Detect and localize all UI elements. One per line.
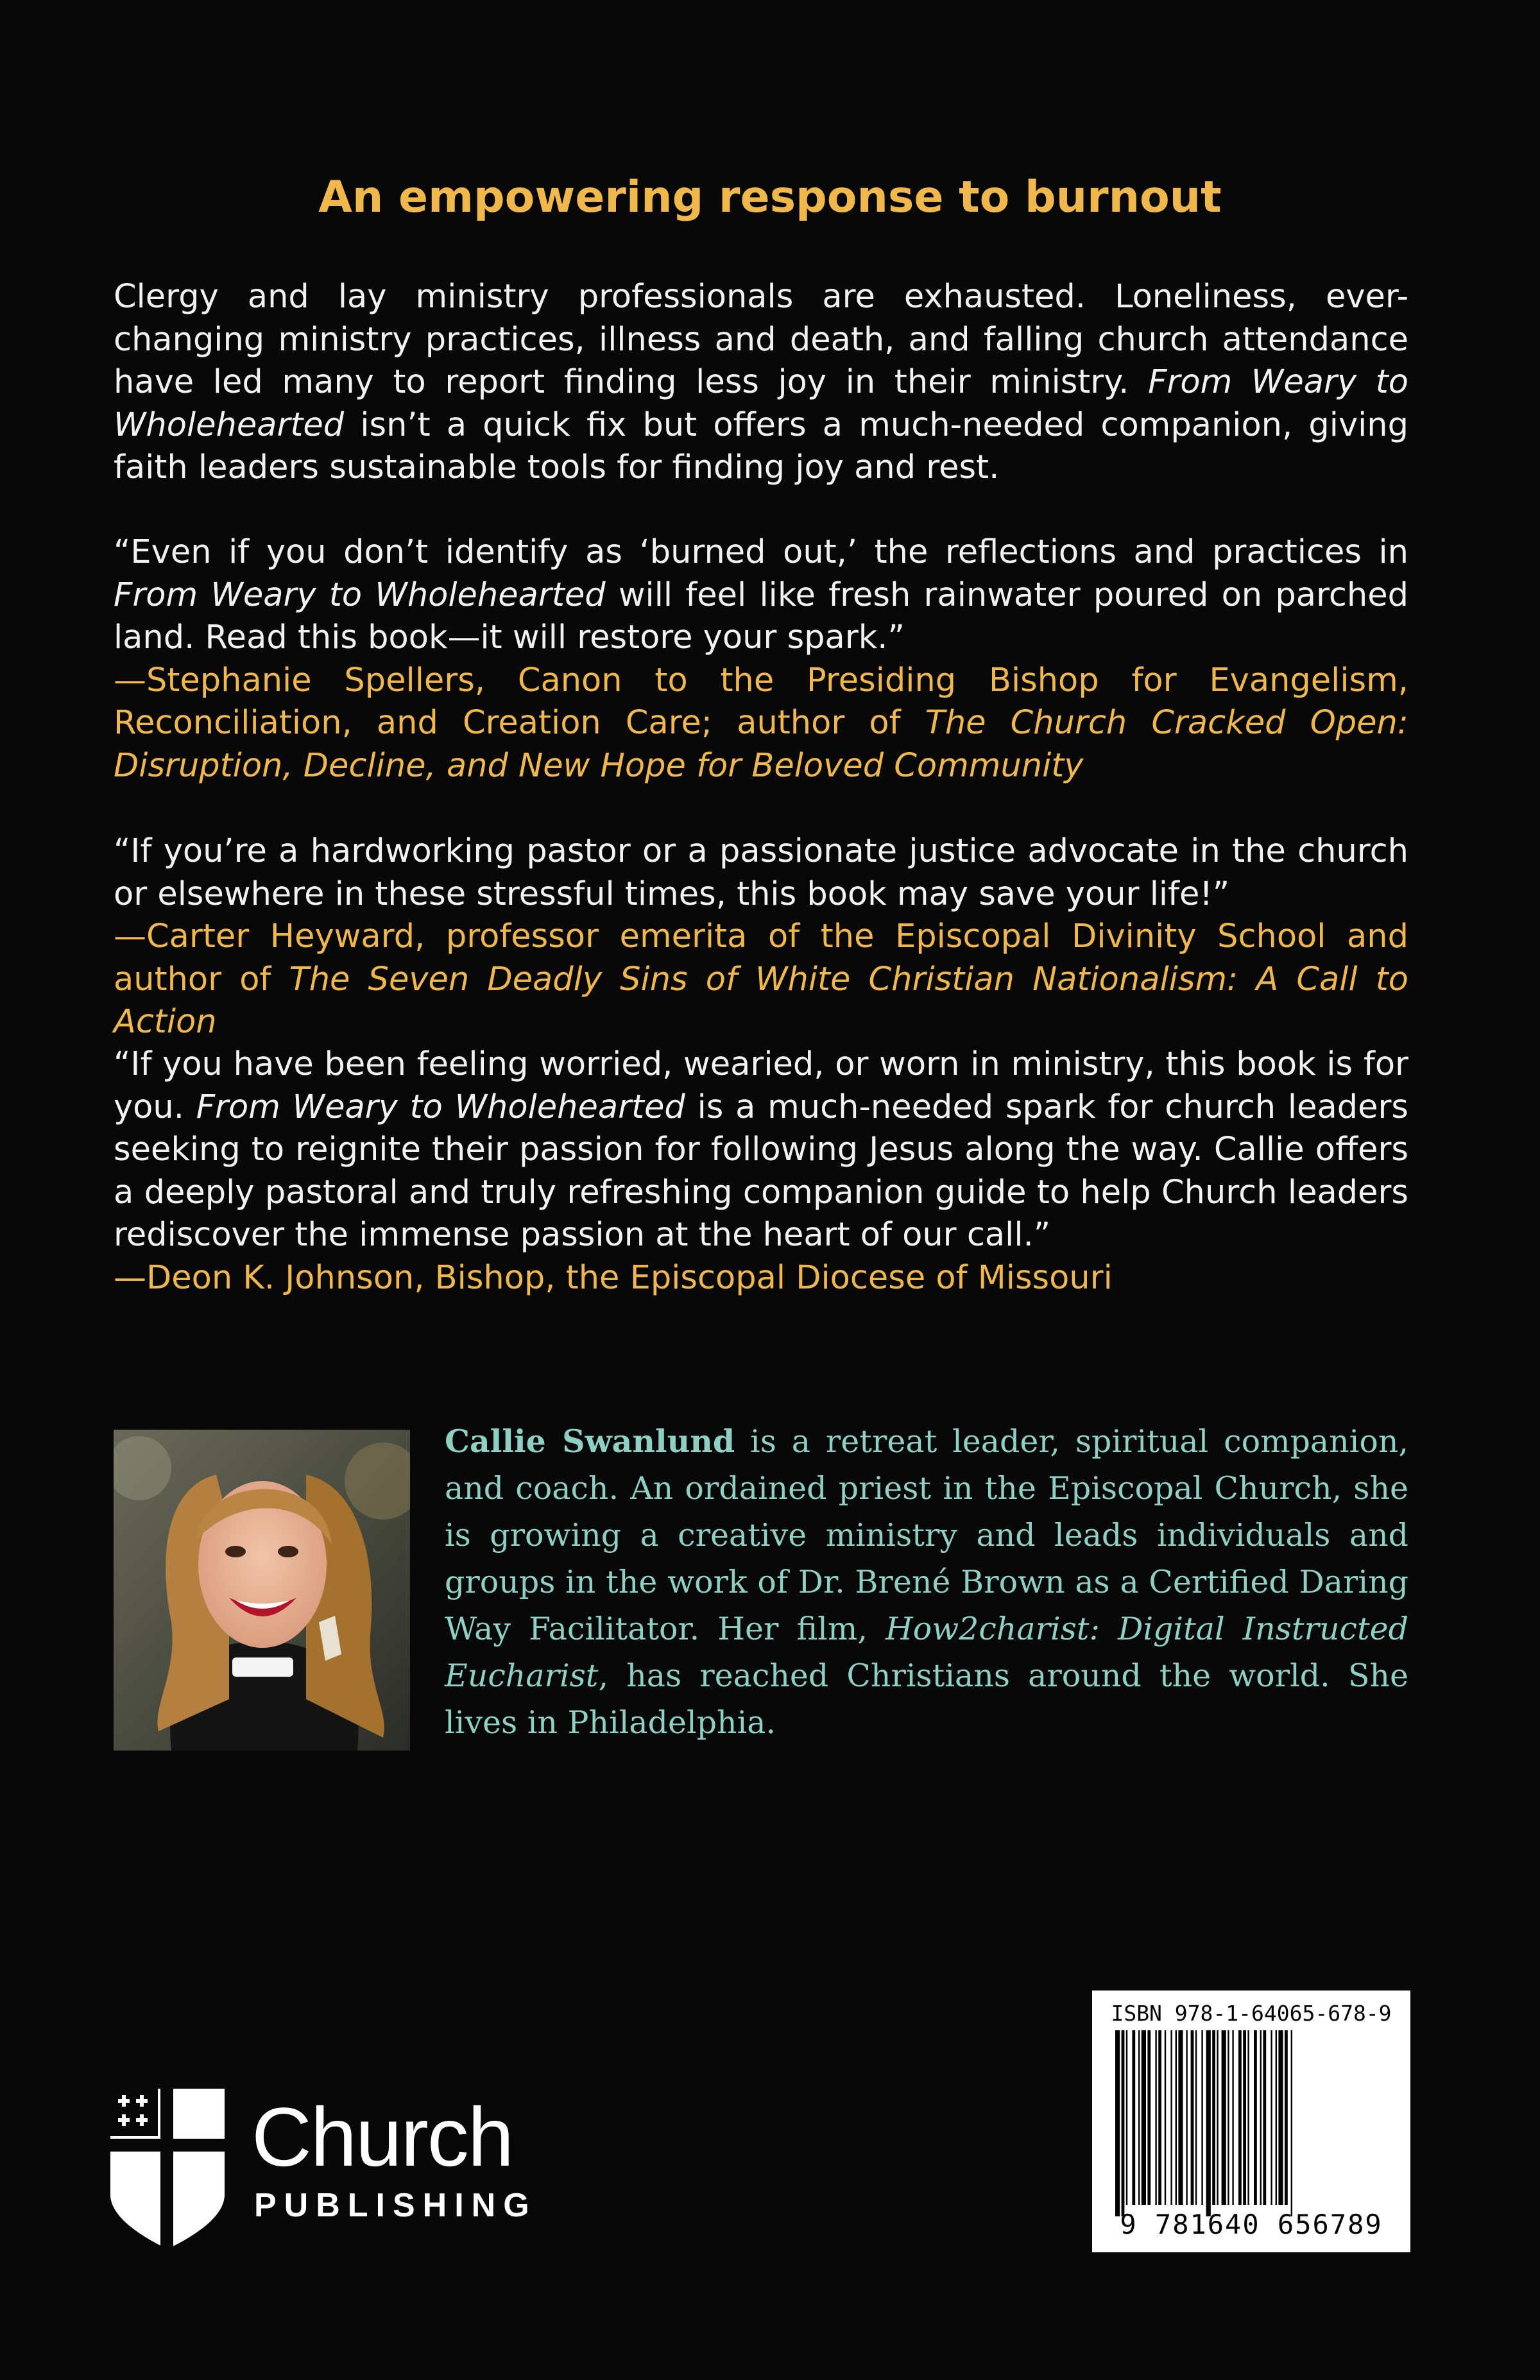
endorsement-2 (114, 830, 1408, 1044)
quote-1-text-before: “Even if you don’t identify as ‘burned out,’ the reflections and practices in (114, 533, 1408, 571)
bio-text-1: is a retreat leader, spiritual companion, and coach. An ordained priest in the Episcopal Church, she is growing a creative ministry and leads individuals and groups in the work of Dr. Brené Brown as a Certified Daring Way Facilitator. Her film, (445, 1423, 1408, 1647)
author-name: Callie Swanlund (445, 1423, 735, 1460)
intro-book-title: From Weary to Wholehearted (114, 363, 1408, 444)
bio-film-title: How2charist: Digital Instructed Eucharist (445, 1611, 1408, 1694)
headline: An empowering response to burnout (318, 172, 1222, 223)
shield-cross-icon (110, 2089, 225, 2249)
quote-3-text-before: “If you have been feeling worried, wearied, or worn in ministry, this book is for you. (114, 1045, 1408, 1126)
barcode-icon (1115, 2030, 1387, 2216)
quote-1-attribution: —Stephanie Spellers, Canon to the Presiding Bishop for Evangelism, Reconciliation, and Creation Care; author of (114, 661, 1408, 742)
author-bio (445, 1418, 1408, 1746)
endorsement-3 (114, 1043, 1408, 1299)
quote-2-attribution: —Carter Heyward, professor emerita of the Episcopal Divinity School and author of (114, 918, 1408, 998)
isbn-label: ISBN 978-1-64065-678-9 (1111, 2001, 1392, 2026)
publisher-logo (110, 2089, 572, 2256)
quote-1-text-after: will feel like fresh rainwater poured on parched land. Read this book—it will restore your spark.” (114, 576, 1408, 656)
intro-text-2: isn’t a quick fix but offers a much-needed companion, giving faith leaders sustainable tools for finding joy and rest. (114, 406, 1408, 486)
isbn-barcode (1092, 1990, 1410, 2252)
publisher-subtitle: PUBLISHING (254, 2187, 537, 2224)
quote-3-book-title: From Weary to Wholehearted (196, 1088, 685, 1126)
quote-1-attribution-title: The Church Cracked Open: Disruption, Decline, and New Hope for Beloved Community (114, 704, 1408, 785)
quote-3-text-after: is a much-needed spark for church leaders seeking to reignite their passion for following Jesus along the way. Callie offers a deeply pastoral and truly refreshing companion guide to help Church leaders rediscover the immense passion at the heart of our call.” (114, 1088, 1408, 1254)
barcode-number: 9 781640 656789 (1120, 2209, 1383, 2240)
bio-text-2: , has reached Christians around the world. She lives in Philadelphia. (445, 1657, 1408, 1741)
quote-1-book-title: From Weary to Wholehearted (114, 576, 606, 614)
publisher-name: Church (252, 2090, 513, 2184)
intro-paragraph (114, 276, 1408, 490)
quote-2-text: “If you’re a hardworking pastor or a passionate justice advocate in the church or elsewhere in these stressful times, this book may save your life!” (114, 832, 1408, 913)
quote-2-attribution-title: The Seven Deadly Sins of White Christian Nationalism: A Call to Action (114, 960, 1408, 1041)
endorsement-1 (114, 531, 1408, 787)
author-photo (114, 1430, 410, 1751)
intro-text-1: Clergy and lay ministry professionals are exhausted. Loneliness, ever-changing ministry practices, illness and death, and falling church attendance have led many to report finding less joy in their ministry. (114, 278, 1408, 401)
quote-3-attribution: —Deon K. Johnson, Bishop, the Episcopal Diocese of Missouri (114, 1258, 1113, 1297)
